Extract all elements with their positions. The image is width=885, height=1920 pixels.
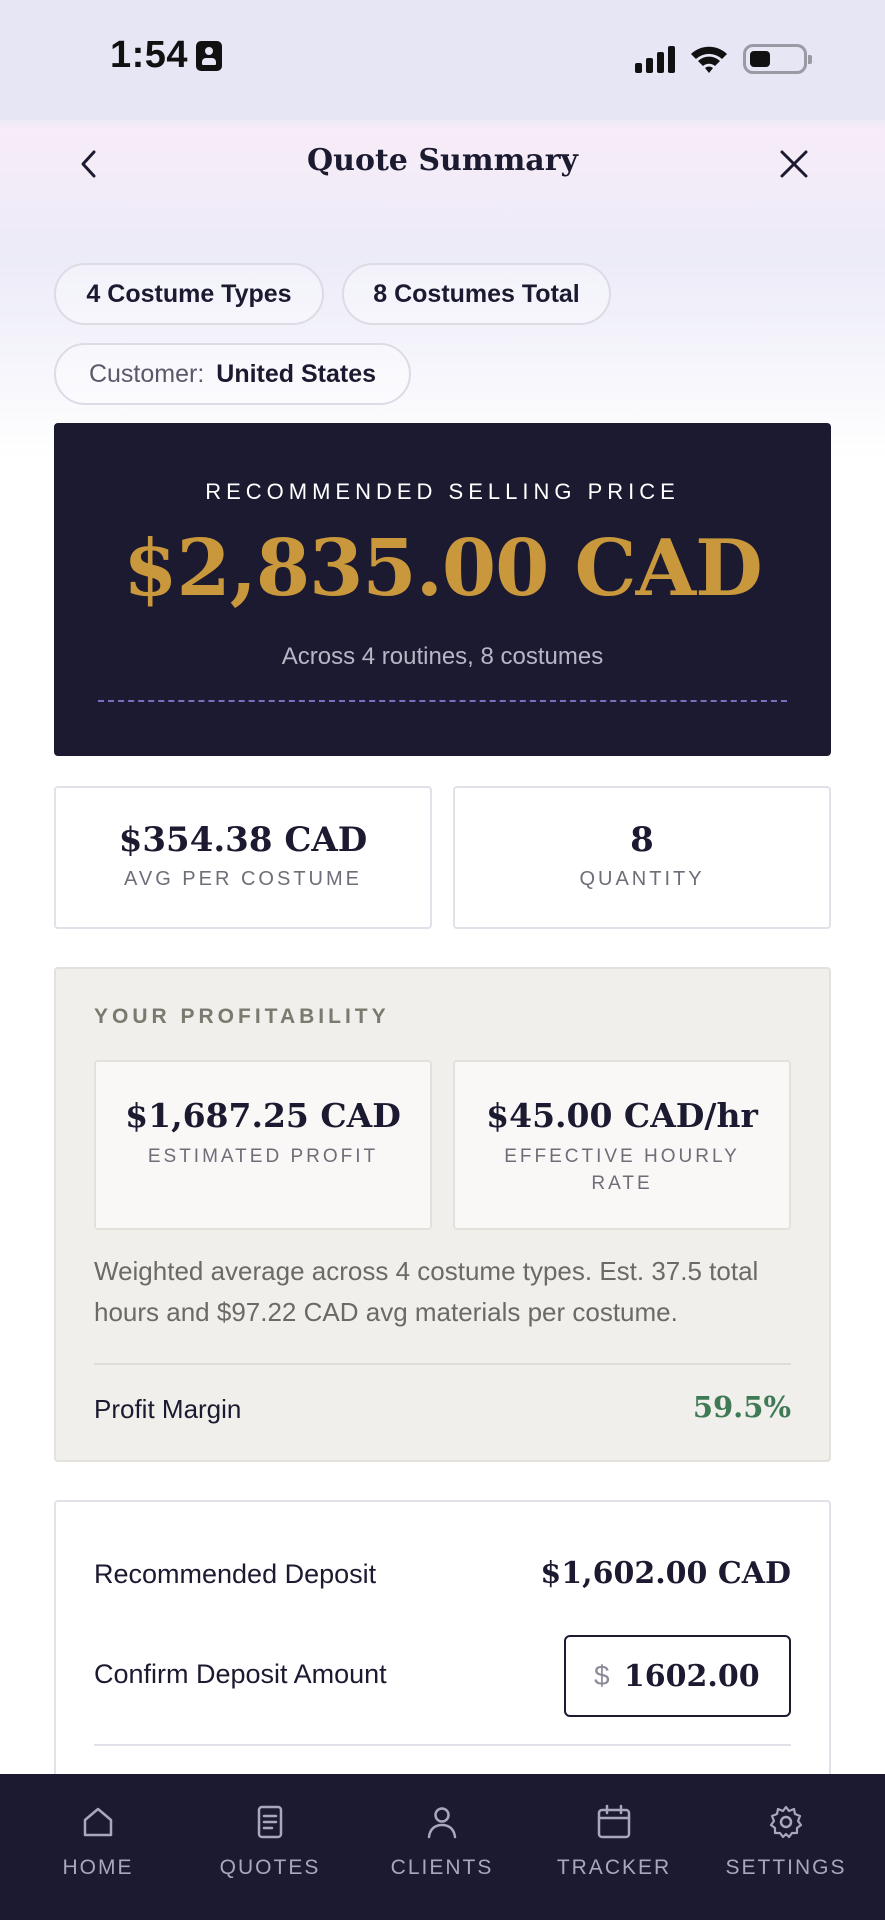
status-bar bbox=[0, 0, 885, 120]
profitability-note: Weighted average across 4 costume types. Est. 37.5 total hours and $97.22 CAD avg materials per costume. bbox=[94, 1256, 759, 1327]
quantity-value: 8 bbox=[630, 820, 654, 860]
close-icon bbox=[770, 140, 818, 188]
cellular-signal-icon bbox=[635, 45, 675, 73]
deposit-amount-input[interactable] bbox=[610, 1659, 760, 1694]
divider bbox=[94, 1744, 791, 1746]
price-subtitle: Across 4 routines, 8 costumes bbox=[281, 643, 604, 670]
price-label: RECOMMENDED SELLING PRICE bbox=[205, 479, 680, 504]
recommended-price-card bbox=[54, 423, 831, 756]
tab-settings[interactable] bbox=[700, 1774, 872, 1920]
profit-margin-value: 59.5% bbox=[692, 1390, 791, 1424]
customer-value: United States bbox=[216, 359, 377, 388]
status-indicators bbox=[635, 44, 807, 74]
tab-quotes[interactable] bbox=[184, 1774, 356, 1920]
avg-per-costume-value: $354.38 CAD bbox=[118, 820, 368, 860]
deposit-amount-field[interactable] bbox=[564, 1635, 791, 1717]
costume-types-text: 4 Costume Types bbox=[86, 279, 292, 308]
currency-symbol: $ bbox=[594, 1660, 610, 1691]
tab-clients-label: CLIENTS bbox=[390, 1856, 494, 1879]
estimated-profit-label: ESTIMATED PROFIT bbox=[147, 1146, 379, 1167]
customer-label: Customer: bbox=[88, 359, 205, 388]
avg-per-costume-box bbox=[54, 786, 432, 929]
battery-icon bbox=[743, 44, 807, 74]
estimated-profit-value: $1,687.25 CAD bbox=[125, 1096, 401, 1135]
price-value: $2,835.00 CAD bbox=[123, 523, 762, 614]
dashed-divider bbox=[98, 700, 787, 702]
tab-clients[interactable] bbox=[356, 1774, 528, 1920]
recommended-deposit-value: $1,602.00 CAD bbox=[540, 1556, 791, 1591]
hourly-rate-value: $45.00 CAD/hr bbox=[486, 1096, 758, 1135]
status-time-text: 1:54 bbox=[110, 34, 189, 76]
profitability-title: YOUR PROFITABILITY bbox=[94, 1005, 390, 1028]
quantity-box bbox=[453, 786, 831, 929]
wifi-icon bbox=[689, 44, 729, 74]
profitability-panel bbox=[54, 967, 831, 1462]
tab-tracker-label: TRACKER bbox=[556, 1856, 672, 1879]
recommended-deposit-label: Recommended Deposit bbox=[94, 1559, 377, 1589]
tab-home-label: HOME bbox=[62, 1856, 134, 1879]
home-icon bbox=[80, 1804, 116, 1840]
status-time bbox=[110, 34, 222, 77]
hourly-rate-label: EFFECTIVE HOURLY RATE bbox=[504, 1146, 740, 1194]
confirm-deposit-label: Confirm Deposit Amount bbox=[94, 1659, 387, 1689]
bottom-tab-bar bbox=[0, 1774, 885, 1920]
costumes-total-text: 8 Costumes Total bbox=[373, 279, 580, 308]
divider bbox=[94, 1363, 791, 1365]
page-title: Quote Summary bbox=[307, 143, 578, 178]
estimated-profit-box bbox=[94, 1060, 432, 1230]
tab-tracker[interactable] bbox=[528, 1774, 700, 1920]
avg-per-costume-label: AVG PER COSTUME bbox=[124, 868, 362, 890]
tab-quotes-label: QUOTES bbox=[219, 1856, 321, 1879]
user-icon bbox=[424, 1804, 460, 1840]
close-button[interactable] bbox=[770, 140, 818, 188]
costume-types-chip bbox=[54, 263, 324, 325]
contact-card-icon bbox=[196, 41, 222, 71]
costumes-total-chip bbox=[342, 263, 611, 325]
calendar-icon bbox=[596, 1804, 632, 1840]
document-icon bbox=[252, 1804, 288, 1840]
profit-margin-label: Profit Margin bbox=[94, 1394, 242, 1424]
quantity-label: QUANTITY bbox=[579, 868, 705, 890]
deposit-card bbox=[54, 1500, 831, 1800]
hourly-rate-box bbox=[453, 1060, 791, 1230]
customer-chip bbox=[54, 343, 411, 405]
tab-home[interactable] bbox=[12, 1774, 184, 1920]
gear-icon bbox=[768, 1804, 804, 1840]
tab-settings-label: SETTINGS bbox=[725, 1856, 847, 1879]
